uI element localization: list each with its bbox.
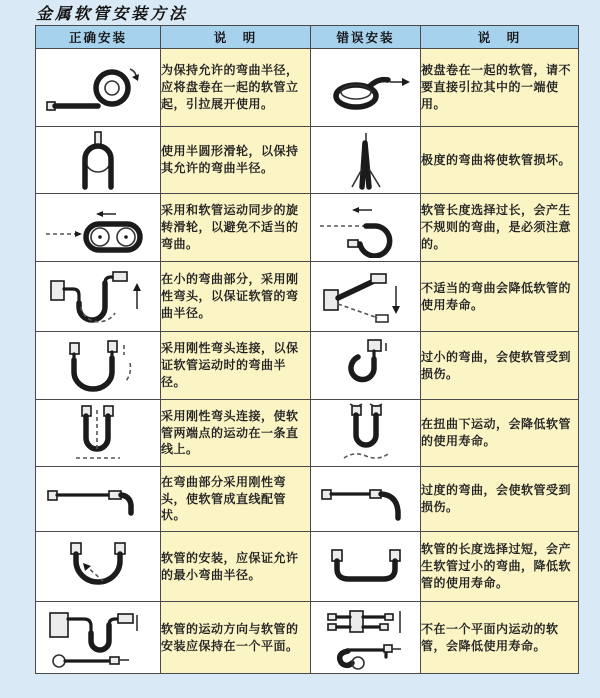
wrong-desc: 被盘卷在一起的软管，请不要直接引拉其中的一端使用。 <box>421 49 579 127</box>
correct-desc: 在小的弯曲部分，采用刚性弯头，以保证软管的弯曲半径。 <box>161 262 311 332</box>
rigid-elbow-at-small-bend-icon <box>36 262 161 332</box>
overbent-corner-run-icon <box>311 467 421 532</box>
correct-desc: 采用刚性弯头连接，以保证软管运动时的弯曲半径。 <box>161 332 311 400</box>
wrong-desc: 过度的弯曲，会使软管受到损伤。 <box>421 467 579 532</box>
wrong-desc: 不适当的弯曲会降低软管的使用寿命。 <box>421 262 579 332</box>
minimum-bend-radius-semicircle-icon <box>36 532 161 602</box>
correct-desc: 软管的安装，应保证允许的最小弯曲半径。 <box>161 532 311 602</box>
straight-run-with-rigid-elbow-icon <box>36 467 161 532</box>
correct-desc: 采用和软管运动同步的旋转滑轮，以避免不适当的弯曲。 <box>161 194 311 262</box>
hose-over-semicircular-pulley-icon <box>36 127 161 194</box>
rigid-elbow-connection-u-bend-icon <box>36 332 161 400</box>
header-wrong-desc: 说 明 <box>421 26 579 49</box>
wrong-desc: 软管长度选择过长，会产生不规则的弯曲，是必须注意的。 <box>421 194 579 262</box>
table-row <box>36 127 579 194</box>
correct-desc: 软管的运动方向与软管的安装应保持在一个平面。 <box>161 602 311 674</box>
table-row <box>36 262 579 332</box>
motion-and-mounting-in-one-plane-icon <box>36 602 161 674</box>
too-short-hose-flat-u-icon <box>311 532 421 602</box>
header-wrong: 错误安装 <box>311 26 421 49</box>
wrong-desc: 软管的长度选择过短，会产生软管过小的弯曲，降低软管的使用寿命。 <box>421 532 579 602</box>
too-small-radius-hook-bend-icon <box>311 332 421 400</box>
wrong-desc: 不在一个平面内运动的软管，会降低使用寿命。 <box>421 602 579 674</box>
table-row <box>36 400 579 467</box>
correct-desc: 采用刚性弯头连接，使软管两端点的运动在一条直线上。 <box>161 400 311 467</box>
table-row <box>36 332 579 400</box>
hose-pinched-extreme-bend-icon <box>311 127 421 194</box>
table-row <box>36 49 579 127</box>
correct-desc: 使用半圆形滑轮，以保持其允许的弯曲半径。 <box>161 127 311 194</box>
table-row <box>36 467 579 532</box>
header-correct: 正确安装 <box>36 26 161 49</box>
table-row <box>36 194 579 262</box>
wrong-desc: 过小的弯曲，会使软管受到损伤。 <box>421 332 579 400</box>
rigid-elbow-endpoints-on-line-icon <box>36 400 161 467</box>
overlong-hose-irregular-loop-icon <box>311 194 421 262</box>
table-row <box>36 532 579 602</box>
wrong-desc: 极度的弯曲将使软管损坏。 <box>421 127 579 194</box>
correct-desc: 为保持允许的弯曲半径，应将盘卷在一起的软管立起，引拉展开使用。 <box>161 49 311 127</box>
correct-desc: 在弯曲部分采用刚性弯头，使软管成直线配管状。 <box>161 467 311 532</box>
improper-sharp-angled-bend-icon <box>311 262 421 332</box>
u-hose-moving-under-twist-icon <box>311 400 421 467</box>
flat-coil-pulled-from-one-end-icon <box>311 49 421 127</box>
table-row <box>36 602 579 674</box>
coiled-hose-stood-up-unrolling-icon <box>36 49 161 127</box>
synchronized-rotating-pulleys-icon <box>36 194 161 262</box>
installation-table <box>35 25 579 674</box>
header-correct-desc: 说 明 <box>161 26 311 49</box>
page-title: 金属软管安装方法 <box>36 6 189 23</box>
out-of-plane-motion-hoses-icon <box>311 602 421 674</box>
wrong-desc: 在扭曲下运动，会降低软管的使用寿命。 <box>421 400 579 467</box>
header-row <box>36 26 579 49</box>
